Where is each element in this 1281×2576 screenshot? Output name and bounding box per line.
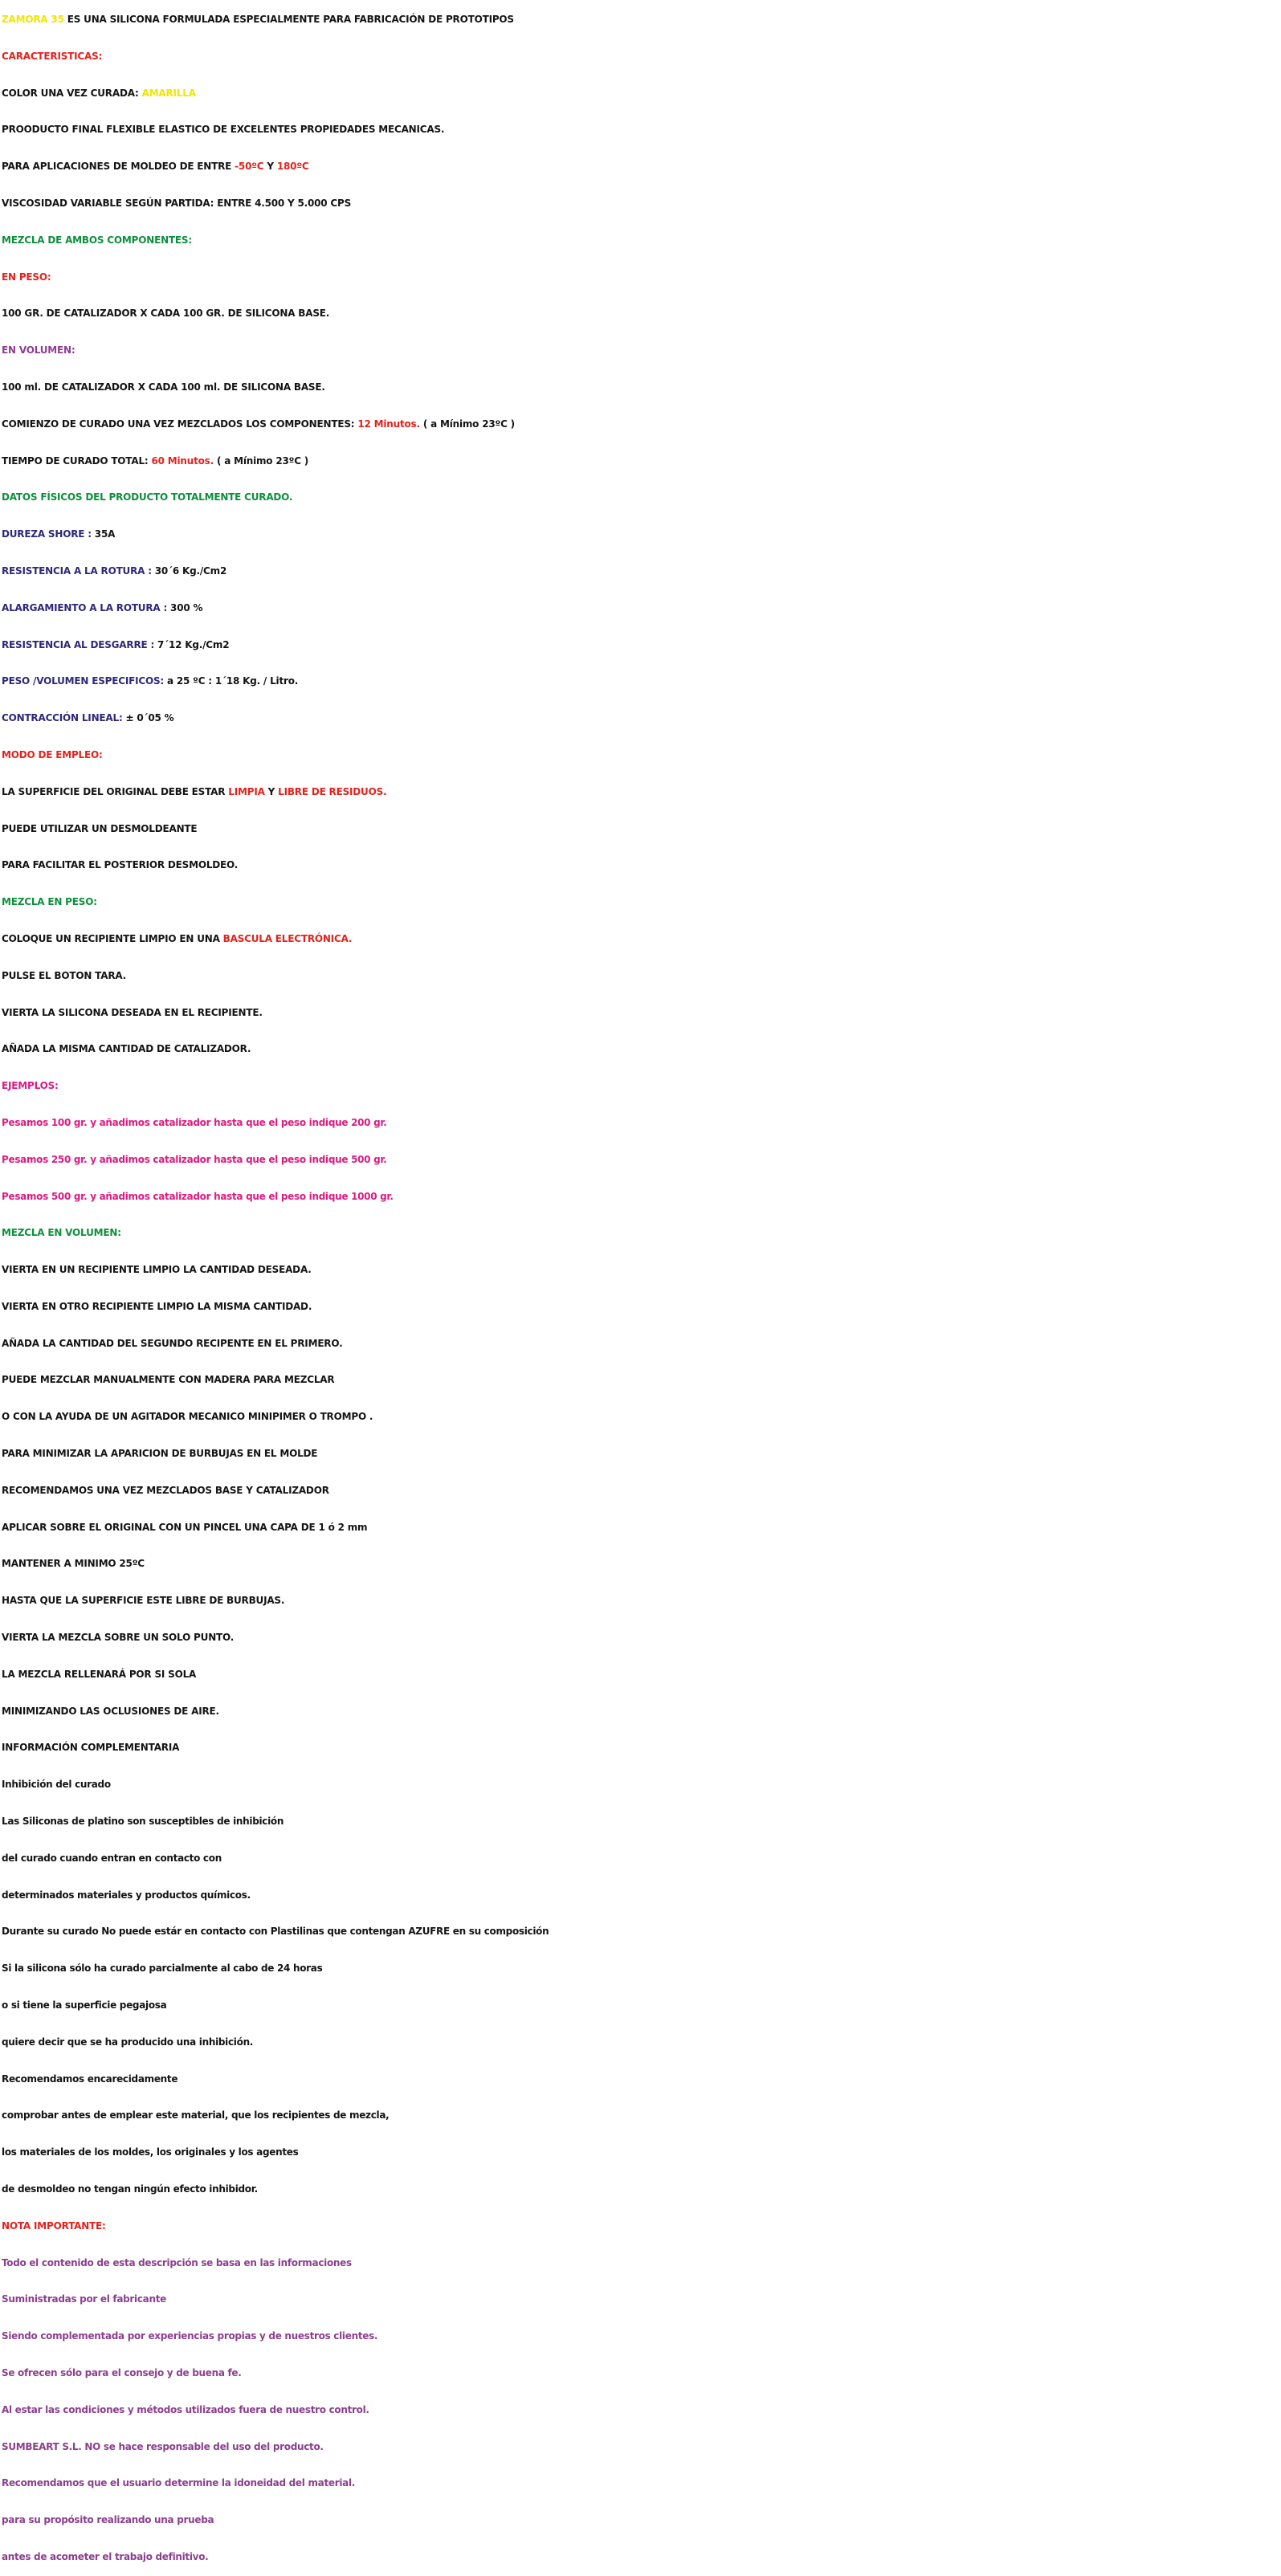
text-line xyxy=(2,185,1281,222)
text-segment: los materiales de los moldes, los originales y los agentes xyxy=(2,2146,299,2158)
text-line xyxy=(2,406,1281,443)
text-segment: Pesamos 100 gr. y añadimos catalizador hasta que el peso indique 200 gr. xyxy=(2,1116,387,1128)
text-segment: LA SUPERFICIE DEL ORIGINAL DEBE ESTAR xyxy=(2,785,229,797)
text-segment: EN VOLUMEN: xyxy=(2,344,75,357)
text-line xyxy=(2,1730,1281,1767)
text-segment: 60 Minutos. xyxy=(151,454,214,467)
text-segment: ZAMORA 35 xyxy=(2,14,64,25)
text-line xyxy=(2,2429,1281,2466)
text-line xyxy=(2,332,1281,369)
text-segment: TIEMPO DE CURADO TOTAL: xyxy=(2,454,152,467)
text-segment: O CON LA AYUDA DE UN AGITADOR MECANICO MINIPIMER O TROMPO . xyxy=(2,1411,373,1423)
text-line xyxy=(2,553,1281,590)
text-line xyxy=(2,700,1281,737)
text-segment: BASCULA ELECTRÓNICA. xyxy=(222,932,353,944)
text-line xyxy=(2,1399,1281,1436)
text-segment: EJEMPLOS: xyxy=(2,1080,59,1092)
text-segment: antes de acometer el trabajo definitivo. xyxy=(2,2550,209,2562)
text-line xyxy=(2,1546,1281,1583)
text-line xyxy=(2,1105,1281,1142)
text-segment: 12 Minutos. xyxy=(357,418,420,430)
text-segment: 100 ml. DE CATALIZADOR X CADA 100 ml. DE SILICONA BASE. xyxy=(2,381,325,393)
text-line xyxy=(2,369,1281,406)
text-segment: RECOMENDAMOS UNA VEZ MEZCLADOS BASE Y CATALIZADOR xyxy=(2,1484,329,1496)
text-segment: quiere decir que se ha producido una inhibición. xyxy=(2,2036,254,2048)
text-segment: para su propósito realizando una prueba xyxy=(2,2514,214,2526)
text-segment: MEZCLA EN PESO: xyxy=(2,896,97,908)
text-line xyxy=(2,112,1281,149)
text-segment: PROODUCTO FINAL FLEXIBLE ELASTICO DE EXCELENTES PROPIEDADES MECANICAS. xyxy=(2,124,445,136)
text-line xyxy=(2,1620,1281,1657)
text-line xyxy=(2,1215,1281,1252)
text-segment: PULSE EL BOTON TARA. xyxy=(2,969,127,981)
text-segment: determinados materiales y productos químicos. xyxy=(2,1889,251,1901)
text-segment: AÑADA LA MISMA CANTIDAD DE CATALIZADOR. xyxy=(2,1043,251,1055)
text-line xyxy=(2,958,1281,995)
text-segment: de desmoldeo no tengan ningún efecto inhibidor. xyxy=(2,2183,258,2195)
text-segment: VIERTA EN OTRO RECIPIENTE LIMPIO LA MISMA CANTIDAD. xyxy=(2,1300,312,1312)
text-segment: o si tiene la superficie pegajosa xyxy=(2,1999,167,2011)
text-line xyxy=(2,1657,1281,1694)
text-line xyxy=(2,2208,1281,2245)
text-line xyxy=(2,2502,1281,2539)
text-segment: 300 % xyxy=(170,601,203,613)
text-segment: Al estar las condiciones y métodos utilizados fuera de nuestro control. xyxy=(2,2403,369,2415)
text-segment: LIBRE DE RESIDUOS. xyxy=(278,785,387,797)
text-line xyxy=(2,2355,1281,2392)
text-segment: EN PESO: xyxy=(2,271,51,283)
text-segment: MEZCLA DE AMBOS COMPONENTES: xyxy=(2,234,192,246)
text-segment: CONTRACCIÓN LINEAL: xyxy=(2,712,126,724)
text-line xyxy=(2,1840,1281,1877)
text-segment: COLOR UNA VEZ CURADA: xyxy=(2,87,142,99)
text-segment: Durante su curado No puede estár en contacto con Plastilinas que contengan AZUFRE en su composición xyxy=(2,1926,549,1938)
text-segment: Recomendamos encarecidamente xyxy=(2,2073,178,2085)
text-segment: LA MEZCLA RELLENARÁ POR SI SOLA xyxy=(2,1668,197,1680)
text-line xyxy=(2,2,1281,39)
text-line xyxy=(2,479,1281,516)
text-line xyxy=(2,1583,1281,1620)
text-segment: PARA MINIMIZAR LA APARICION DE BURBUJAS EN EL MOLDE xyxy=(2,1448,318,1460)
text-line xyxy=(2,2318,1281,2355)
text-line xyxy=(2,1252,1281,1289)
text-segment: Recomendamos que el usuario determine la idoneidad del material. xyxy=(2,2477,356,2489)
text-segment: -50ºC xyxy=(235,161,264,173)
text-line xyxy=(2,663,1281,700)
text-segment: PUEDE UTILIZAR UN DESMOLDEANTE xyxy=(2,822,198,834)
text-segment: Suministradas por el fabricante xyxy=(2,2293,166,2305)
text-line xyxy=(2,1473,1281,1510)
text-segment: del curado cuando entran en contacto con xyxy=(2,1852,222,1864)
text-segment: MANTENER A MINIMO 25ºC xyxy=(2,1558,145,1570)
text-segment: INFORMACIÓN COMPLEMENTARIA xyxy=(2,1742,180,1754)
text-segment: Y xyxy=(263,161,277,173)
text-segment: AMARILLA xyxy=(141,87,196,99)
text-line xyxy=(2,1031,1281,1068)
text-segment: 7´12 Kg./Cm2 xyxy=(157,638,230,650)
text-line xyxy=(2,2281,1281,2318)
text-segment: DUREZA SHORE : xyxy=(2,528,95,540)
text-line xyxy=(2,847,1281,884)
text-line xyxy=(2,149,1281,185)
text-segment: Si la silicona sólo ha curado parcialmente al cabo de 24 horas xyxy=(2,1963,323,1975)
text-line xyxy=(2,1436,1281,1473)
text-segment: VIERTA LA SILICONA DESEADA EN EL RECIPIENTE. xyxy=(2,1006,263,1018)
text-line xyxy=(2,737,1281,774)
text-segment: AÑADA LA CANTIDAD DEL SEGUNDO RECIPENTE EN EL PRIMERO. xyxy=(2,1337,343,1349)
text-line xyxy=(2,1987,1281,2024)
text-segment: MEZCLA EN VOLUMEN: xyxy=(2,1227,121,1239)
text-segment: Todo el contenido de esta descripción se basa en las informaciones xyxy=(2,2256,352,2268)
text-line xyxy=(2,1326,1281,1363)
text-line xyxy=(2,1068,1281,1105)
text-segment: 180ºC xyxy=(276,161,309,173)
text-line xyxy=(2,2024,1281,2061)
text-line xyxy=(2,222,1281,259)
text-segment: MODO DE EMPLEO: xyxy=(2,748,103,760)
text-line xyxy=(2,1914,1281,1950)
text-line xyxy=(2,296,1281,332)
text-segment: PUEDE MEZCLAR MANUALMENTE CON MADERA PARA MEZCLAR xyxy=(2,1374,335,1386)
text-line xyxy=(2,2245,1281,2282)
text-segment: ( a Mínimo 23ºC ) xyxy=(213,454,309,467)
text-line xyxy=(2,1767,1281,1804)
text-segment: RESISTENCIA AL DESGARRE : xyxy=(2,638,158,650)
text-line xyxy=(2,1142,1281,1179)
text-segment: 35A xyxy=(94,528,116,540)
text-line xyxy=(2,1877,1281,1914)
text-line xyxy=(2,1362,1281,1399)
text-line xyxy=(2,39,1281,75)
text-segment: Las Siliconas de platino son susceptibles de inhibición xyxy=(2,1816,284,1828)
text-segment: Se ofrecen sólo para el consejo y de buena fe. xyxy=(2,2367,242,2378)
text-segment: 100 GR. DE CATALIZADOR X CADA 100 GR. DE SILICONA BASE. xyxy=(2,308,330,320)
text-segment: Pesamos 250 gr. y añadimos catalizador hasta que el peso indique 500 gr. xyxy=(2,1153,387,1165)
text-line xyxy=(2,1510,1281,1547)
text-segment: PARA APLICACIONES DE MOLDEO DE ENTRE xyxy=(2,161,235,173)
text-line xyxy=(2,774,1281,811)
text-segment: PESO /VOLUMEN ESPECIFICOS: xyxy=(2,675,165,687)
text-segment: 30´6 Kg./Cm2 xyxy=(154,565,227,577)
text-segment: a 25 ºC : 1´18 Kg. / Litro. xyxy=(164,675,299,687)
text-line xyxy=(2,2097,1281,2134)
text-line xyxy=(2,811,1281,848)
text-line xyxy=(2,1950,1281,1987)
text-line xyxy=(2,443,1281,480)
text-segment: HASTA QUE LA SUPERFICIE ESTE LIBRE DE BURBUJAS. xyxy=(2,1595,285,1607)
text-segment: CARACTERISTICAS: xyxy=(2,50,103,62)
text-line xyxy=(2,1179,1281,1216)
text-line xyxy=(2,995,1281,1032)
text-segment: RESISTENCIA A LA ROTURA : xyxy=(2,565,155,577)
text-segment: MINIMIZANDO LAS OCLUSIONES DE AIRE. xyxy=(2,1705,219,1717)
text-segment: DATOS FÍSICOS DEL PRODUCTO TOTALMENTE CURADO. xyxy=(2,491,293,503)
text-line xyxy=(2,2171,1281,2208)
text-segment: COLOQUE UN RECIPIENTE LIMPIO EN UNA xyxy=(2,932,223,944)
text-segment: ALARGAMIENTO A LA ROTURA : xyxy=(2,601,171,613)
text-segment: PARA FACILITAR EL POSTERIOR DESMOLDEO. xyxy=(2,859,239,871)
text-segment: comprobar antes de emplear este material, que los recipientes de mezcla, xyxy=(2,2109,390,2122)
text-segment: Siendo complementada por experiencias propias y de nuestros clientes. xyxy=(2,2330,378,2342)
text-segment: COMIENZO DE CURADO UNA VEZ MEZCLADOS LOS COMPONENTES: xyxy=(2,418,358,430)
text-line xyxy=(2,2465,1281,2502)
text-segment: Pesamos 500 gr. y añadimos catalizador hasta que el peso indique 1000 gr. xyxy=(2,1190,394,1202)
text-line xyxy=(2,2392,1281,2429)
text-line xyxy=(2,259,1281,296)
text-line xyxy=(2,884,1281,921)
text-segment: LIMPIA xyxy=(228,785,265,797)
text-line xyxy=(2,2539,1281,2576)
text-segment: VIERTA EN UN RECIPIENTE LIMPIO LA CANTIDAD DESEADA. xyxy=(2,1264,312,1276)
text-segment: VIERTA LA MEZCLA SOBRE UN SOLO PUNTO. xyxy=(2,1632,235,1644)
text-segment: Inhibición del curado xyxy=(2,1779,111,1791)
text-segment: Y xyxy=(264,785,279,797)
text-segment: ( a Mínimo 23ºC ) xyxy=(419,418,515,430)
text-segment: NOTA IMPORTANTE: xyxy=(2,2219,106,2232)
text-line xyxy=(2,1289,1281,1326)
text-segment: ± 0´05 % xyxy=(125,712,174,724)
text-line xyxy=(2,627,1281,664)
text-segment: APLICAR SOBRE EL ORIGINAL CON UN PINCEL UNA CAPA DE 1 ó 2 mm xyxy=(2,1521,368,1533)
text-segment: VISCOSIDAD VARIABLE SEGÚN PARTIDA: ENTRE 4.500 Y 5.000 CPS xyxy=(2,197,352,209)
text-line xyxy=(2,75,1281,112)
text-line xyxy=(2,590,1281,627)
text-segment: ES UNA SILICONA FORMULADA ESPECIALMENTE PARA FABRICACIÓN DE PROTOTIPOS xyxy=(63,14,514,25)
text-line xyxy=(2,921,1281,958)
text-segment: SUMBEART S.L. NO se hace responsable del uso del producto. xyxy=(2,2440,324,2452)
text-line xyxy=(2,1804,1281,1840)
text-line xyxy=(2,2134,1281,2171)
text-line xyxy=(2,516,1281,553)
text-line xyxy=(2,2061,1281,2098)
text-line xyxy=(2,1694,1281,1730)
